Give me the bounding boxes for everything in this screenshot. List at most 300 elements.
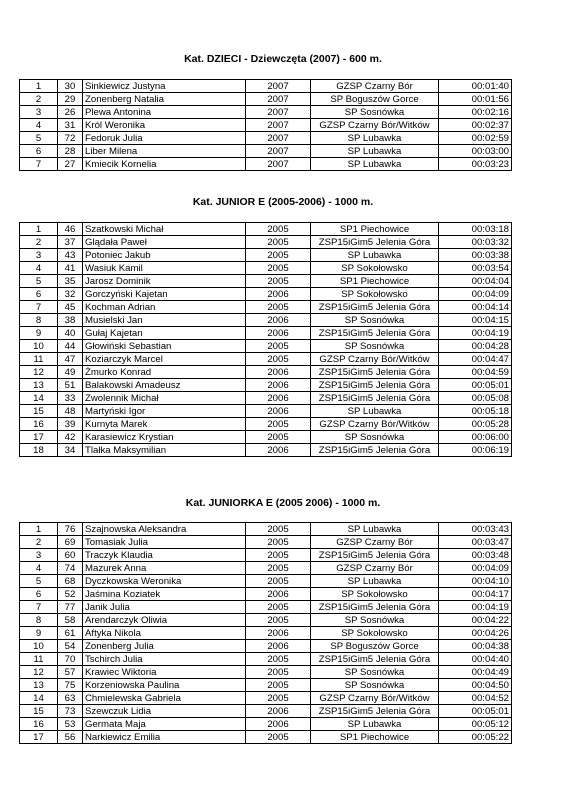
- num-cell: 61: [58, 627, 83, 640]
- name-cell: Gorczyński Kajetan: [83, 288, 246, 301]
- year-cell: 2007: [246, 132, 311, 145]
- table-row: [20, 523, 512, 536]
- time-cell: 00:04:19: [439, 327, 512, 340]
- num-cell: 52: [58, 588, 83, 601]
- club-cell: SP Lubawka: [311, 405, 439, 418]
- table-row: [20, 236, 512, 249]
- time-cell: 00:02:59: [439, 132, 512, 145]
- year-cell: 2005: [246, 653, 311, 666]
- club-cell: GZSP Czarny Bór: [311, 536, 439, 549]
- year-cell: 2006: [246, 640, 311, 653]
- name-cell: Koziarczyk Marcel: [83, 353, 246, 366]
- place-cell: 3: [20, 549, 58, 562]
- year-cell: 2007: [246, 106, 311, 119]
- time-cell: 00:04:15: [439, 314, 512, 327]
- name-cell: Dyczkowska Weronika: [83, 575, 246, 588]
- place-cell: 3: [20, 106, 58, 119]
- place-cell: 5: [20, 575, 58, 588]
- table-row: [20, 340, 512, 353]
- year-cell: 2005: [246, 731, 311, 744]
- num-cell: 27: [58, 158, 83, 171]
- time-cell: 00:04:38: [439, 640, 512, 653]
- year-cell: 2005: [246, 418, 311, 431]
- name-cell: Głowiński Sebastian: [83, 340, 246, 353]
- time-cell: 00:03:54: [439, 262, 512, 275]
- place-cell: 8: [20, 614, 58, 627]
- time-cell: 00:03:00: [439, 145, 512, 158]
- time-cell: 00:04:10: [439, 575, 512, 588]
- time-cell: 00:02:16: [439, 106, 512, 119]
- club-cell: SP Sosnówka: [311, 106, 439, 119]
- num-cell: 46: [58, 223, 83, 236]
- name-cell: Traczyk Klaudia: [83, 549, 246, 562]
- year-cell: 2007: [246, 145, 311, 158]
- table-row: [20, 549, 512, 562]
- name-cell: Szewczuk Lidia: [83, 705, 246, 718]
- year-cell: 2005: [246, 523, 311, 536]
- time-cell: 00:06:00: [439, 431, 512, 444]
- year-cell: 2006: [246, 379, 311, 392]
- table-row: [20, 575, 512, 588]
- club-cell: GZSP Czarny Bór: [311, 80, 439, 93]
- name-cell: Zonenberg Natalia: [83, 93, 246, 106]
- year-cell: 2006: [246, 405, 311, 418]
- name-cell: Glądała Paweł: [83, 236, 246, 249]
- time-cell: 00:05:18: [439, 405, 512, 418]
- place-cell: 2: [20, 536, 58, 549]
- club-cell: SP Lubawka: [311, 132, 439, 145]
- table-row: [20, 536, 512, 549]
- place-cell: 13: [20, 379, 58, 392]
- name-cell: Krawiec Wiktoria: [83, 666, 246, 679]
- table-row: [20, 262, 512, 275]
- table-row: [20, 653, 512, 666]
- place-cell: 17: [20, 731, 58, 744]
- time-cell: 00:04:50: [439, 679, 512, 692]
- time-cell: 00:03:38: [439, 249, 512, 262]
- club-cell: ZSP15iGim5 Jelenia Góra: [311, 705, 439, 718]
- table-row: [20, 106, 512, 119]
- time-cell: 00:04:52: [439, 692, 512, 705]
- num-cell: 26: [58, 106, 83, 119]
- name-cell: Fedoruk Julia: [83, 132, 246, 145]
- place-cell: 3: [20, 249, 58, 262]
- name-cell: Wasiuk Kamil: [83, 262, 246, 275]
- num-cell: 53: [58, 718, 83, 731]
- num-cell: 31: [58, 119, 83, 132]
- year-cell: 2005: [246, 536, 311, 549]
- num-cell: 38: [58, 314, 83, 327]
- club-cell: ZSP15iGim5 Jelenia Góra: [311, 549, 439, 562]
- club-cell: SP Boguszów Gorce: [311, 93, 439, 106]
- num-cell: 34: [58, 444, 83, 457]
- place-cell: 12: [20, 366, 58, 379]
- club-cell: ZSP15iGim5 Jelenia Góra: [311, 444, 439, 457]
- num-cell: 69: [58, 536, 83, 549]
- year-cell: 2005: [246, 562, 311, 575]
- club-cell: SP Lubawka: [311, 523, 439, 536]
- table-row: [20, 145, 512, 158]
- table-row: [20, 588, 512, 601]
- name-cell: Jaśmina Koziatek: [83, 588, 246, 601]
- time-cell: 00:04:22: [439, 614, 512, 627]
- table-row: [20, 392, 512, 405]
- time-cell: 00:01:40: [439, 80, 512, 93]
- club-cell: SP Sokołowsko: [311, 588, 439, 601]
- name-cell: Król Weronika: [83, 119, 246, 132]
- time-cell: 00:04:19: [439, 601, 512, 614]
- time-cell: 00:05:01: [439, 705, 512, 718]
- club-cell: SP Sosnówka: [311, 666, 439, 679]
- place-cell: 7: [20, 301, 58, 314]
- year-cell: 2006: [246, 718, 311, 731]
- year-cell: 2006: [246, 627, 311, 640]
- table-row: [20, 614, 512, 627]
- club-cell: SP1 Piechowice: [311, 223, 439, 236]
- time-cell: 00:05:28: [439, 418, 512, 431]
- place-cell: 1: [20, 223, 58, 236]
- year-cell: 2005: [246, 614, 311, 627]
- name-cell: Zonenberg Julia: [83, 640, 246, 653]
- num-cell: 74: [58, 562, 83, 575]
- club-cell: SP1 Piechowice: [311, 731, 439, 744]
- table-row: [20, 353, 512, 366]
- num-cell: 54: [58, 640, 83, 653]
- place-cell: 2: [20, 236, 58, 249]
- name-cell: Karasiewicz Krystian: [83, 431, 246, 444]
- year-cell: 2007: [246, 93, 311, 106]
- year-cell: 2006: [246, 705, 311, 718]
- name-cell: Tschirch Julia: [83, 653, 246, 666]
- club-cell: SP Sosnówka: [311, 431, 439, 444]
- place-cell: 14: [20, 392, 58, 405]
- place-cell: 12: [20, 666, 58, 679]
- place-cell: 11: [20, 353, 58, 366]
- table-row: [20, 119, 512, 132]
- num-cell: 51: [58, 379, 83, 392]
- time-cell: 00:04:59: [439, 366, 512, 379]
- num-cell: 32: [58, 288, 83, 301]
- num-cell: 75: [58, 679, 83, 692]
- club-cell: SP Lubawka: [311, 158, 439, 171]
- time-cell: 00:04:14: [439, 301, 512, 314]
- num-cell: 29: [58, 93, 83, 106]
- table-row: [20, 418, 512, 431]
- time-cell: 00:04:04: [439, 275, 512, 288]
- num-cell: 72: [58, 132, 83, 145]
- table-row: [20, 93, 512, 106]
- year-cell: 2005: [246, 601, 311, 614]
- table-row: [20, 731, 512, 744]
- table-row: [20, 562, 512, 575]
- place-cell: 5: [20, 132, 58, 145]
- num-cell: 42: [58, 431, 83, 444]
- club-cell: ZSP15iGim5 Jelenia Góra: [311, 236, 439, 249]
- year-cell: 2005: [246, 575, 311, 588]
- table-row: [20, 80, 512, 93]
- time-cell: 00:04:49: [439, 666, 512, 679]
- year-cell: 2005: [246, 262, 311, 275]
- results-table-junior-e: [19, 222, 512, 457]
- club-cell: GZSP Czarny Bór/Witków: [311, 692, 439, 705]
- club-cell: SP Sokołowsko: [311, 262, 439, 275]
- num-cell: 68: [58, 575, 83, 588]
- year-cell: 2005: [246, 679, 311, 692]
- place-cell: 10: [20, 340, 58, 353]
- place-cell: 11: [20, 653, 58, 666]
- name-cell: Zwolennik Michał: [83, 392, 246, 405]
- year-cell: 2006: [246, 314, 311, 327]
- table-row: [20, 405, 512, 418]
- place-cell: 14: [20, 692, 58, 705]
- num-cell: 63: [58, 692, 83, 705]
- num-cell: 73: [58, 705, 83, 718]
- place-cell: 4: [20, 262, 58, 275]
- club-cell: ZSP15iGim5 Jelenia Góra: [311, 379, 439, 392]
- num-cell: 70: [58, 653, 83, 666]
- year-cell: 2005: [246, 249, 311, 262]
- year-cell: 2007: [246, 119, 311, 132]
- time-cell: 00:03:43: [439, 523, 512, 536]
- time-cell: 00:04:17: [439, 588, 512, 601]
- club-cell: SP Sosnówka: [311, 340, 439, 353]
- num-cell: 47: [58, 353, 83, 366]
- table-row: [20, 314, 512, 327]
- club-cell: SP1 Piechowice: [311, 275, 439, 288]
- year-cell: 2005: [246, 692, 311, 705]
- club-cell: ZSP15iGim5 Jelenia Góra: [311, 601, 439, 614]
- year-cell: 2006: [246, 392, 311, 405]
- time-cell: 00:05:01: [439, 379, 512, 392]
- name-cell: Szajnowska Aleksandra: [83, 523, 246, 536]
- place-cell: 4: [20, 562, 58, 575]
- results-table-dzieci: [19, 79, 512, 171]
- name-cell: Sinkiewicz Justyna: [83, 80, 246, 93]
- name-cell: Kurnyta Marek: [83, 418, 246, 431]
- table-row: [20, 444, 512, 457]
- club-cell: SP Lubawka: [311, 145, 439, 158]
- name-cell: Arendarczyk Oliwia: [83, 614, 246, 627]
- year-cell: 2007: [246, 80, 311, 93]
- results-table-juniorka-e: [19, 522, 512, 744]
- club-cell: SP Lubawka: [311, 249, 439, 262]
- table-row: [20, 158, 512, 171]
- num-cell: 45: [58, 301, 83, 314]
- name-cell: Janik Julia: [83, 601, 246, 614]
- num-cell: 41: [58, 262, 83, 275]
- name-cell: Narkiewicz Emilia: [83, 731, 246, 744]
- section-title-juniorka-e: Kat. JUNIORKA E (2005 2006) - 1000 m.: [185, 497, 381, 509]
- place-cell: 2: [20, 93, 58, 106]
- year-cell: 2005: [246, 549, 311, 562]
- num-cell: 60: [58, 549, 83, 562]
- time-cell: 00:05:22: [439, 731, 512, 744]
- name-cell: Tlałka Maksymilian: [83, 444, 246, 457]
- year-cell: 2006: [246, 288, 311, 301]
- name-cell: Germata Maja: [83, 718, 246, 731]
- club-cell: ZSP15iGim5 Jelenia Góra: [311, 653, 439, 666]
- year-cell: 2005: [246, 275, 311, 288]
- place-cell: 10: [20, 640, 58, 653]
- num-cell: 35: [58, 275, 83, 288]
- table-row: [20, 431, 512, 444]
- time-cell: 00:06:19: [439, 444, 512, 457]
- time-cell: 00:02:37: [439, 119, 512, 132]
- table-row: [20, 627, 512, 640]
- name-cell: Korzeniowska Paulina: [83, 679, 246, 692]
- table-row: [20, 705, 512, 718]
- time-cell: 00:03:32: [439, 236, 512, 249]
- num-cell: 39: [58, 418, 83, 431]
- club-cell: SP Sokołowsko: [311, 288, 439, 301]
- table-row: [20, 249, 512, 262]
- club-cell: GZSP Czarny Bór/Witków: [311, 119, 439, 132]
- name-cell: Jarosz Dominik: [83, 275, 246, 288]
- table-row: [20, 692, 512, 705]
- place-cell: 9: [20, 327, 58, 340]
- name-cell: Potoniec Jakub: [83, 249, 246, 262]
- club-cell: SP Sokołowsko: [311, 627, 439, 640]
- num-cell: 58: [58, 614, 83, 627]
- num-cell: 30: [58, 80, 83, 93]
- num-cell: 40: [58, 327, 83, 340]
- name-cell: Martyński Igor: [83, 405, 246, 418]
- name-cell: Chmielewska Gabriela: [83, 692, 246, 705]
- year-cell: 2007: [246, 158, 311, 171]
- table-row: [20, 601, 512, 614]
- place-cell: 7: [20, 158, 58, 171]
- place-cell: 1: [20, 523, 58, 536]
- name-cell: Kmiecik Kornelia: [83, 158, 246, 171]
- place-cell: 16: [20, 718, 58, 731]
- name-cell: Plewa Antonina: [83, 106, 246, 119]
- place-cell: 9: [20, 627, 58, 640]
- num-cell: 43: [58, 249, 83, 262]
- year-cell: 2006: [246, 588, 311, 601]
- place-cell: 6: [20, 588, 58, 601]
- name-cell: Gułaj Kajetan: [83, 327, 246, 340]
- year-cell: 2006: [246, 366, 311, 379]
- year-cell: 2005: [246, 431, 311, 444]
- place-cell: 8: [20, 314, 58, 327]
- table-row: [20, 223, 512, 236]
- name-cell: Kochman Adrian: [83, 301, 246, 314]
- time-cell: 00:04:26: [439, 627, 512, 640]
- name-cell: Żmurko Konrad: [83, 366, 246, 379]
- club-cell: ZSP15iGim5 Jelenia Góra: [311, 392, 439, 405]
- year-cell: 2005: [246, 353, 311, 366]
- name-cell: Szatkowski Michał: [83, 223, 246, 236]
- name-cell: Aftyka Nikola: [83, 627, 246, 640]
- table-row: [20, 366, 512, 379]
- num-cell: 44: [58, 340, 83, 353]
- name-cell: Mazurek Anna: [83, 562, 246, 575]
- num-cell: 33: [58, 392, 83, 405]
- time-cell: 00:05:12: [439, 718, 512, 731]
- place-cell: 5: [20, 275, 58, 288]
- time-cell: 00:03:23: [439, 158, 512, 171]
- time-cell: 00:01:56: [439, 93, 512, 106]
- time-cell: 00:04:47: [439, 353, 512, 366]
- year-cell: 2005: [246, 340, 311, 353]
- year-cell: 2005: [246, 236, 311, 249]
- place-cell: 4: [20, 119, 58, 132]
- club-cell: ZSP15iGim5 Jelenia Góra: [311, 301, 439, 314]
- place-cell: 18: [20, 444, 58, 457]
- club-cell: GZSP Czarny Bór/Witków: [311, 418, 439, 431]
- table-row: [20, 275, 512, 288]
- table-row: [20, 379, 512, 392]
- num-cell: 28: [58, 145, 83, 158]
- year-cell: 2005: [246, 666, 311, 679]
- time-cell: 00:03:47: [439, 536, 512, 549]
- club-cell: ZSP15iGim5 Jelenia Góra: [311, 327, 439, 340]
- club-cell: SP Lubawka: [311, 718, 439, 731]
- table-row: [20, 679, 512, 692]
- club-cell: SP Boguszów Gorce: [311, 640, 439, 653]
- place-cell: 16: [20, 418, 58, 431]
- year-cell: 2006: [246, 444, 311, 457]
- time-cell: 00:04:28: [439, 340, 512, 353]
- table-row: [20, 288, 512, 301]
- table-row: [20, 132, 512, 145]
- num-cell: 76: [58, 523, 83, 536]
- time-cell: 00:04:09: [439, 288, 512, 301]
- club-cell: SP Sosnówka: [311, 679, 439, 692]
- table-row: [20, 640, 512, 653]
- time-cell: 00:04:40: [439, 653, 512, 666]
- place-cell: 7: [20, 601, 58, 614]
- num-cell: 48: [58, 405, 83, 418]
- place-cell: 17: [20, 431, 58, 444]
- num-cell: 37: [58, 236, 83, 249]
- club-cell: GZSP Czarny Bór/Witków: [311, 353, 439, 366]
- club-cell: GZSP Czarny Bór: [311, 562, 439, 575]
- place-cell: 6: [20, 288, 58, 301]
- num-cell: 77: [58, 601, 83, 614]
- table-row: [20, 301, 512, 314]
- table-row: [20, 666, 512, 679]
- table-row: [20, 327, 512, 340]
- section-title-dzieci: Kat. DZIECI - Dziewczęta (2007) - 600 m.: [184, 53, 382, 65]
- place-cell: 1: [20, 80, 58, 93]
- time-cell: 00:03:18: [439, 223, 512, 236]
- section-title-junior-e: Kat. JUNIOR E (2005-2006) - 1000 m.: [192, 196, 374, 208]
- club-cell: ZSP15iGim5 Jelenia Góra: [311, 366, 439, 379]
- name-cell: Tomasiak Julia: [83, 536, 246, 549]
- time-cell: 00:05:08: [439, 392, 512, 405]
- place-cell: 6: [20, 145, 58, 158]
- name-cell: Liber Milena: [83, 145, 246, 158]
- table-row: [20, 718, 512, 731]
- year-cell: 2005: [246, 223, 311, 236]
- name-cell: Musielski Jan: [83, 314, 246, 327]
- club-cell: SP Lubawka: [311, 575, 439, 588]
- year-cell: 2005: [246, 301, 311, 314]
- time-cell: 00:03:48: [439, 549, 512, 562]
- club-cell: SP Sosnówka: [311, 314, 439, 327]
- place-cell: 15: [20, 405, 58, 418]
- num-cell: 57: [58, 666, 83, 679]
- year-cell: 2006: [246, 327, 311, 340]
- time-cell: 00:04:09: [439, 562, 512, 575]
- place-cell: 15: [20, 705, 58, 718]
- name-cell: Balakowski Amadeusz: [83, 379, 246, 392]
- club-cell: SP Sosnówka: [311, 614, 439, 627]
- num-cell: 49: [58, 366, 83, 379]
- num-cell: 56: [58, 731, 83, 744]
- place-cell: 13: [20, 679, 58, 692]
